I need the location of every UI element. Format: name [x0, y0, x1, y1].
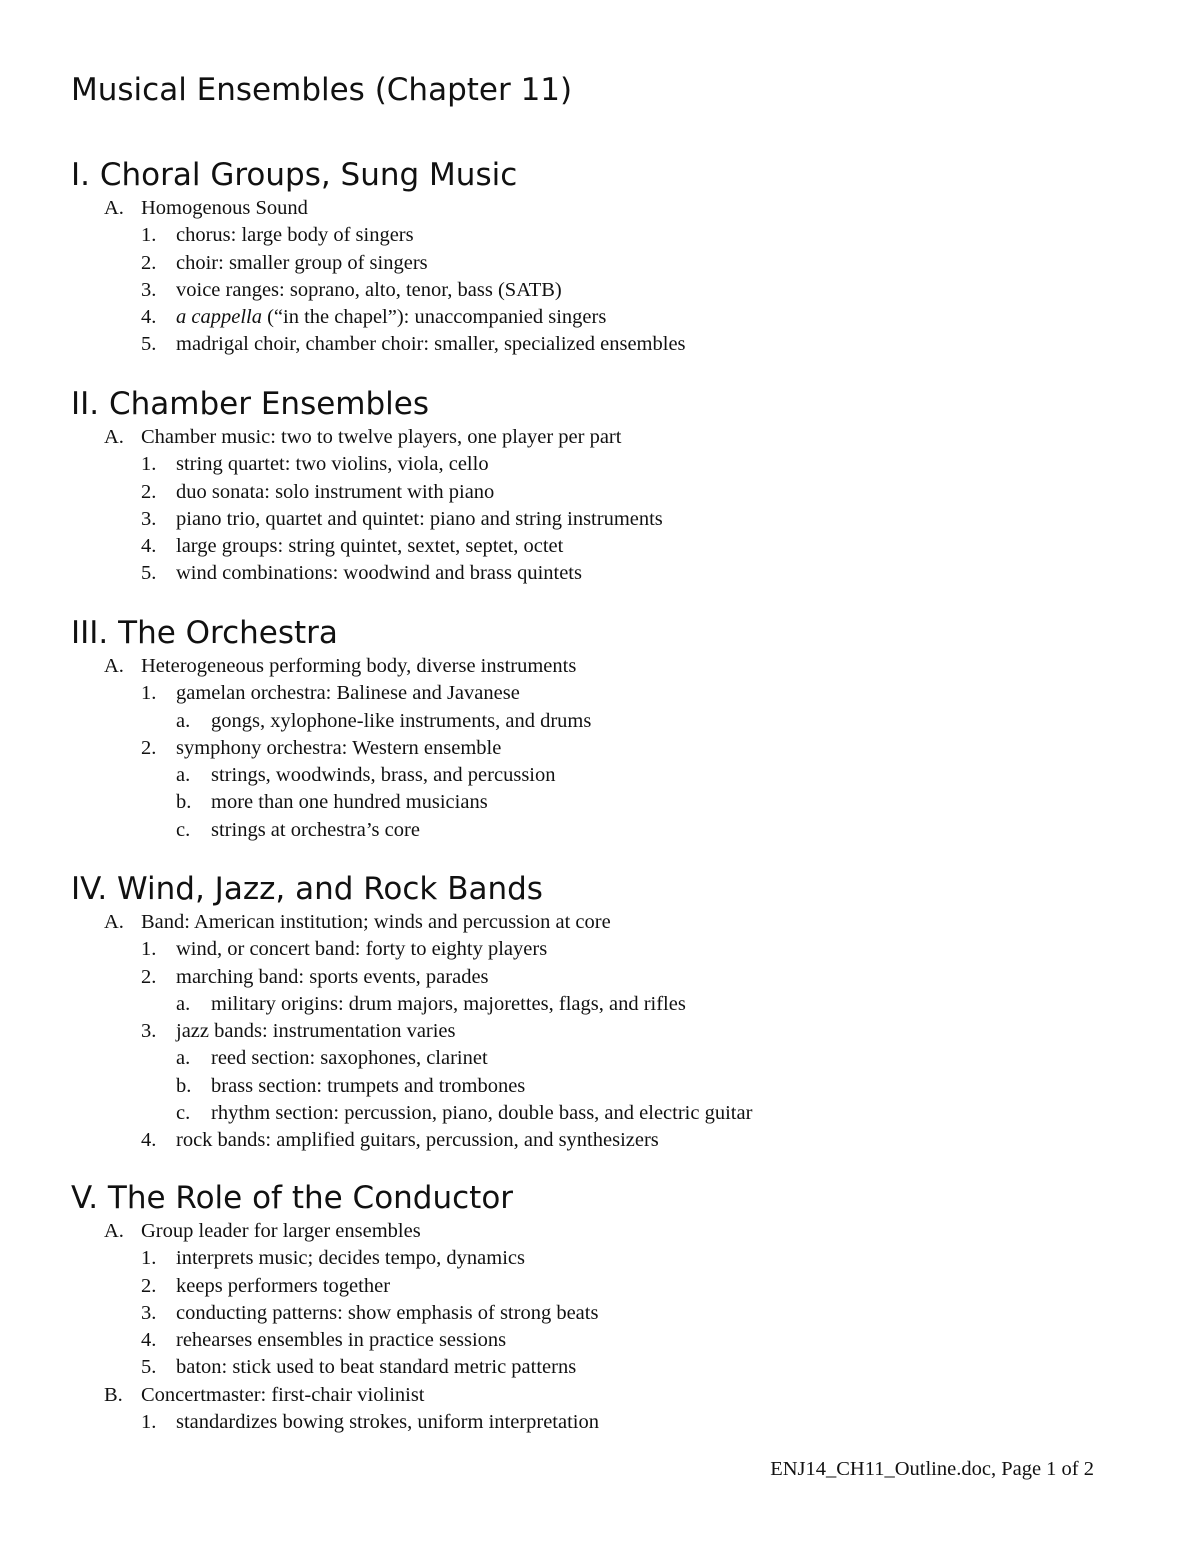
outline-item-marker: 1. — [141, 682, 157, 705]
outline-item — [0, 1409, 1200, 1436]
outline-item — [0, 909, 1200, 936]
outline-item-marker: 3. — [141, 1301, 157, 1324]
outline-item — [0, 479, 1200, 506]
outline-item-text: wind combinations: woodwind and brass quintets — [176, 562, 582, 585]
outline-item — [0, 1273, 1200, 1300]
outline-item-italic-text: a cappella — [176, 306, 262, 329]
outline-item-text: more than one hundred musicians — [211, 791, 488, 814]
outline-item-rest-text: (“in the chapel”): unaccompanied singers — [261, 306, 607, 329]
outline-item — [0, 1018, 1200, 1045]
outline-item-marker: c. — [176, 1102, 191, 1125]
outline-item-text: chorus: large body of singers — [176, 224, 414, 247]
outline-item-text: Concertmaster: first-chair violinist — [141, 1383, 425, 1406]
outline-item-marker: 4. — [141, 306, 157, 329]
outline-item — [0, 817, 1200, 844]
outline-item-text: strings, woodwinds, brass, and percussion — [211, 764, 556, 787]
section-heading: I. Choral Groups, Sung Music — [71, 157, 518, 193]
outline-item-text: standardizes bowing strokes, uniform interpretation — [176, 1411, 599, 1434]
outline-item — [0, 1100, 1200, 1127]
outline-item — [0, 936, 1200, 963]
outline-item-marker: 2. — [141, 965, 157, 988]
page-footer: ENJ14_CH11_Outline.doc, Page 1 of 2 — [770, 1458, 1094, 1480]
outline-item-text: wind, or concert band: forty to eighty players — [176, 938, 548, 961]
outline-item-text: Band: American institution; winds and percussion at core — [141, 911, 611, 933]
outline-item-marker: B. — [104, 1383, 123, 1406]
outline-item — [0, 1218, 1200, 1245]
outline-item — [0, 222, 1200, 249]
section-heading: V. The Role of the Conductor — [71, 1180, 514, 1216]
outline-item-marker: A. — [104, 426, 124, 448]
outline-item-text: interprets music; decides tempo, dynamics — [176, 1247, 525, 1270]
outline-item-text: piano trio, quartet and quintet: piano and string instruments — [176, 507, 663, 530]
outline-item-text: keeps performers together — [176, 1274, 391, 1297]
outline-item — [0, 708, 1200, 735]
outline-item-text: strings at orchestra’s core — [211, 818, 420, 841]
outline-item-marker: 3. — [141, 1020, 157, 1043]
outline-item — [0, 680, 1200, 707]
outline-item-marker: 2. — [141, 480, 157, 503]
outline-item — [0, 560, 1200, 587]
outline-item-text: rock bands: amplified guitars, percussion, and synthesizers — [176, 1129, 659, 1152]
outline-item-marker: 1. — [141, 453, 157, 476]
outline-item-marker: a. — [176, 1047, 191, 1070]
outline-item-text: rehearses ensembles in practice sessions — [176, 1329, 507, 1352]
outline-item-text: conducting patterns: show emphasis of strong beats — [176, 1301, 599, 1324]
document-title: Musical Ensembles (Chapter 11) — [71, 72, 573, 108]
outline-item — [0, 304, 1200, 331]
outline-item — [0, 1382, 1200, 1409]
outline-item — [0, 1073, 1200, 1100]
outline-item — [0, 735, 1200, 762]
outline-item-text: Heterogeneous performing body, diverse instruments — [141, 655, 577, 677]
outline-item — [0, 451, 1200, 478]
outline-section — [0, 869, 1200, 1155]
outline-item — [0, 331, 1200, 358]
outline-item-marker: 2. — [141, 251, 157, 274]
outline-item-marker: 1. — [141, 1247, 157, 1270]
outline-item-marker: A. — [104, 197, 124, 219]
outline-item-marker: 1. — [141, 938, 157, 961]
outline-item — [0, 506, 1200, 533]
outline-item-marker: 4. — [141, 1329, 157, 1352]
outline-item-marker: 2. — [141, 1274, 157, 1297]
outline-item — [0, 789, 1200, 816]
outline-item — [0, 1354, 1200, 1381]
section-heading: II. Chamber Ensembles — [71, 386, 429, 422]
outline-item — [0, 250, 1200, 277]
section-heading: III. The Orchestra — [71, 615, 338, 651]
outline-item-marker: 2. — [141, 736, 157, 759]
outline-section — [0, 155, 1200, 359]
outline-item-text: gamelan orchestra: Balinese and Javanese — [176, 682, 520, 705]
outline-item-text: madrigal choir, chamber choir: smaller, specialized ensembles — [176, 333, 686, 356]
outline-item-marker: a. — [176, 992, 191, 1015]
outline-item-marker: 1. — [141, 1411, 157, 1434]
outline-item — [0, 653, 1200, 680]
outline-item — [0, 1045, 1200, 1072]
outline-item — [0, 1300, 1200, 1327]
outline-item — [0, 533, 1200, 560]
outline-item-marker: A. — [104, 655, 124, 677]
outline-item-text: string quartet: two violins, viola, cello — [176, 453, 489, 476]
outline-item-text: gongs, xylophone-like instruments, and drums — [211, 709, 592, 732]
outline-item-text: jazz bands: instrumentation varies — [176, 1020, 456, 1043]
outline-item-text: military origins: drum majors, majorettes, flags, and rifles — [211, 992, 686, 1015]
outline-item-marker: 4. — [141, 535, 157, 558]
outline-item-marker: 3. — [141, 507, 157, 530]
outline-item-text: duo sonata: solo instrument with piano — [176, 480, 495, 503]
outline-item-text: voice ranges: soprano, alto, tenor, bass (SATB) — [176, 278, 562, 301]
outline-item — [0, 277, 1200, 304]
outline-item-text — [176, 304, 606, 331]
outline-item-marker: 4. — [141, 1129, 157, 1152]
outline-item-marker: 5. — [141, 333, 157, 356]
outline-item-text: rhythm section: percussion, piano, double bass, and electric guitar — [211, 1102, 753, 1125]
outline-item-text: choir: smaller group of singers — [176, 251, 428, 274]
outline-item-marker: a. — [176, 709, 191, 732]
outline-item-text: reed section: saxophones, clarinet — [211, 1047, 488, 1070]
outline-item-text: large groups: string quintet, sextet, septet, octet — [176, 535, 564, 558]
section-heading: IV. Wind, Jazz, and Rock Bands — [71, 871, 543, 907]
outline-item-marker: A. — [104, 1220, 124, 1242]
outline-item-marker: b. — [176, 1074, 192, 1097]
outline-item — [0, 991, 1200, 1018]
outline-item — [0, 424, 1200, 451]
outline-item-marker: 1. — [141, 224, 157, 247]
outline-section — [0, 1178, 1200, 1436]
outline-section — [0, 613, 1200, 844]
outline-item-marker: 5. — [141, 562, 157, 585]
outline-item-marker: 3. — [141, 278, 157, 301]
outline-item — [0, 1245, 1200, 1272]
outline-item-text: baton: stick used to beat standard metric patterns — [176, 1356, 577, 1379]
outline-item-text: brass section: trumpets and trombones — [211, 1074, 526, 1097]
outline-item — [0, 964, 1200, 991]
outline-item-text: Chamber music: two to twelve players, one player per part — [141, 426, 622, 448]
outline-item-marker: c. — [176, 818, 191, 841]
outline-item-text: symphony orchestra: Western ensemble — [176, 736, 502, 759]
outline-item — [0, 1127, 1200, 1154]
outline-item — [0, 762, 1200, 789]
outline-item-text: Homogenous Sound — [141, 197, 308, 219]
outline-item — [0, 195, 1200, 222]
outline-item-marker: b. — [176, 791, 192, 814]
outline-item-text: marching band: sports events, parades — [176, 965, 489, 988]
outline-item-marker: A. — [104, 911, 124, 933]
outline-item-text: Group leader for larger ensembles — [141, 1220, 421, 1242]
outline-section — [0, 384, 1200, 588]
outline-item — [0, 1327, 1200, 1354]
outline-item-marker: a. — [176, 764, 191, 787]
outline-item-marker: 5. — [141, 1356, 157, 1379]
